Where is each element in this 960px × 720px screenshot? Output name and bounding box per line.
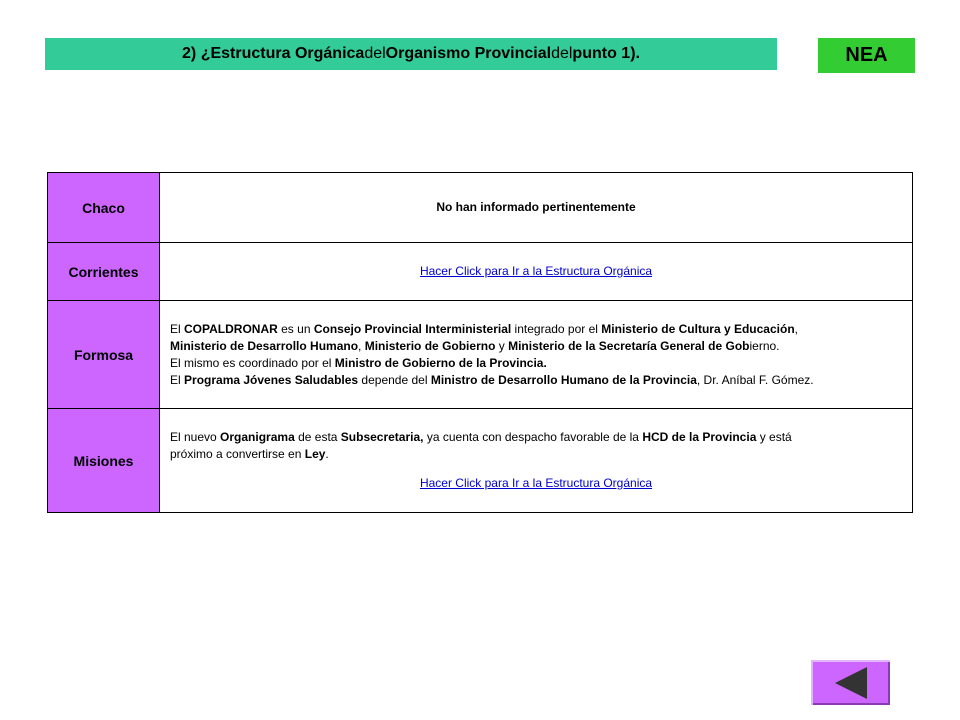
text: próximo a convertirse en bbox=[170, 447, 305, 461]
text: Ministro de Gobierno de la Provincia. bbox=[334, 355, 547, 370]
province-name-formosa: Formosa bbox=[48, 301, 160, 409]
text: de esta bbox=[294, 430, 341, 444]
formosa-line-4 bbox=[170, 372, 902, 389]
title-part-bold-3: punto 1). bbox=[572, 45, 640, 62]
misiones-link-wrap bbox=[170, 475, 902, 492]
province-name-corrientes: Corrientes bbox=[48, 243, 160, 301]
back-button[interactable] bbox=[811, 660, 890, 705]
title-part-bold-2: Organismo Provincial bbox=[385, 45, 552, 62]
text: El bbox=[170, 372, 185, 387]
province-info-chaco: No han informado pertinentemente bbox=[160, 173, 913, 243]
text: Programa Jóvenes Saludables bbox=[184, 372, 359, 387]
formosa-line-1 bbox=[170, 321, 902, 338]
text: Ley bbox=[304, 447, 326, 461]
estructura-organica-link-corrientes[interactable]: Hacer Click para Ir a la Estructura Orgánica bbox=[419, 264, 653, 278]
text: , bbox=[794, 321, 798, 336]
text: y bbox=[495, 338, 509, 353]
province-name-misiones: Misiones bbox=[48, 409, 160, 513]
formosa-line-2 bbox=[170, 338, 902, 355]
text: , bbox=[358, 338, 365, 353]
text: El bbox=[170, 321, 185, 336]
text: ya cuenta con despacho favorable de la bbox=[423, 430, 643, 444]
misiones-line-1 bbox=[170, 429, 902, 446]
text: COPALDRONAR bbox=[184, 321, 278, 336]
text: integrado por el bbox=[511, 321, 602, 336]
table-row-misiones bbox=[48, 409, 913, 513]
table-row-chaco bbox=[48, 173, 913, 243]
text: depende del bbox=[358, 372, 431, 387]
table-row-formosa bbox=[48, 301, 913, 409]
province-name-chaco: Chaco bbox=[48, 173, 160, 243]
text: Ministerio de la Secretaría General de Gob bbox=[508, 338, 750, 353]
text: , Dr. Aníbal F. Gómez. bbox=[696, 372, 814, 387]
page-title bbox=[45, 38, 777, 70]
text: Ministerio de Cultura y Educación bbox=[601, 321, 795, 336]
text: Ministro de Desarrollo Humano de la Provincia bbox=[430, 372, 697, 387]
text: y está bbox=[756, 430, 792, 444]
text: Subsecretaria, bbox=[340, 430, 424, 444]
formosa-line-3 bbox=[170, 355, 902, 372]
province-table bbox=[47, 172, 913, 513]
misiones-line-2 bbox=[170, 446, 902, 463]
text: HCD de la Provincia bbox=[642, 430, 757, 444]
text: El nuevo bbox=[170, 430, 221, 444]
text: Ministerio de Gobierno bbox=[364, 338, 496, 353]
text: es un bbox=[277, 321, 314, 336]
text: . bbox=[325, 447, 329, 461]
title-part-normal-2: del bbox=[551, 45, 573, 62]
province-info-misiones bbox=[160, 409, 913, 513]
text: Ministerio de Desarrollo Humano bbox=[170, 338, 359, 353]
estructura-organica-link-misiones[interactable]: Hacer Click para Ir a la Estructura Orgánica bbox=[419, 476, 653, 490]
table-row-corrientes bbox=[48, 243, 913, 301]
province-info-corrientes bbox=[160, 243, 913, 301]
text: Consejo Provincial Interministerial bbox=[313, 321, 512, 336]
province-info-formosa bbox=[160, 301, 913, 409]
title-part-bold-1: 2) ¿Estructura Orgánica bbox=[182, 45, 365, 62]
text: El mismo es coordinado por el bbox=[170, 355, 335, 370]
region-badge: NEA bbox=[818, 38, 915, 73]
title-part-normal-1: del bbox=[364, 45, 386, 62]
text: ierno. bbox=[749, 338, 780, 353]
left-triangle-icon bbox=[833, 666, 869, 700]
text: Organigrama bbox=[220, 430, 295, 444]
